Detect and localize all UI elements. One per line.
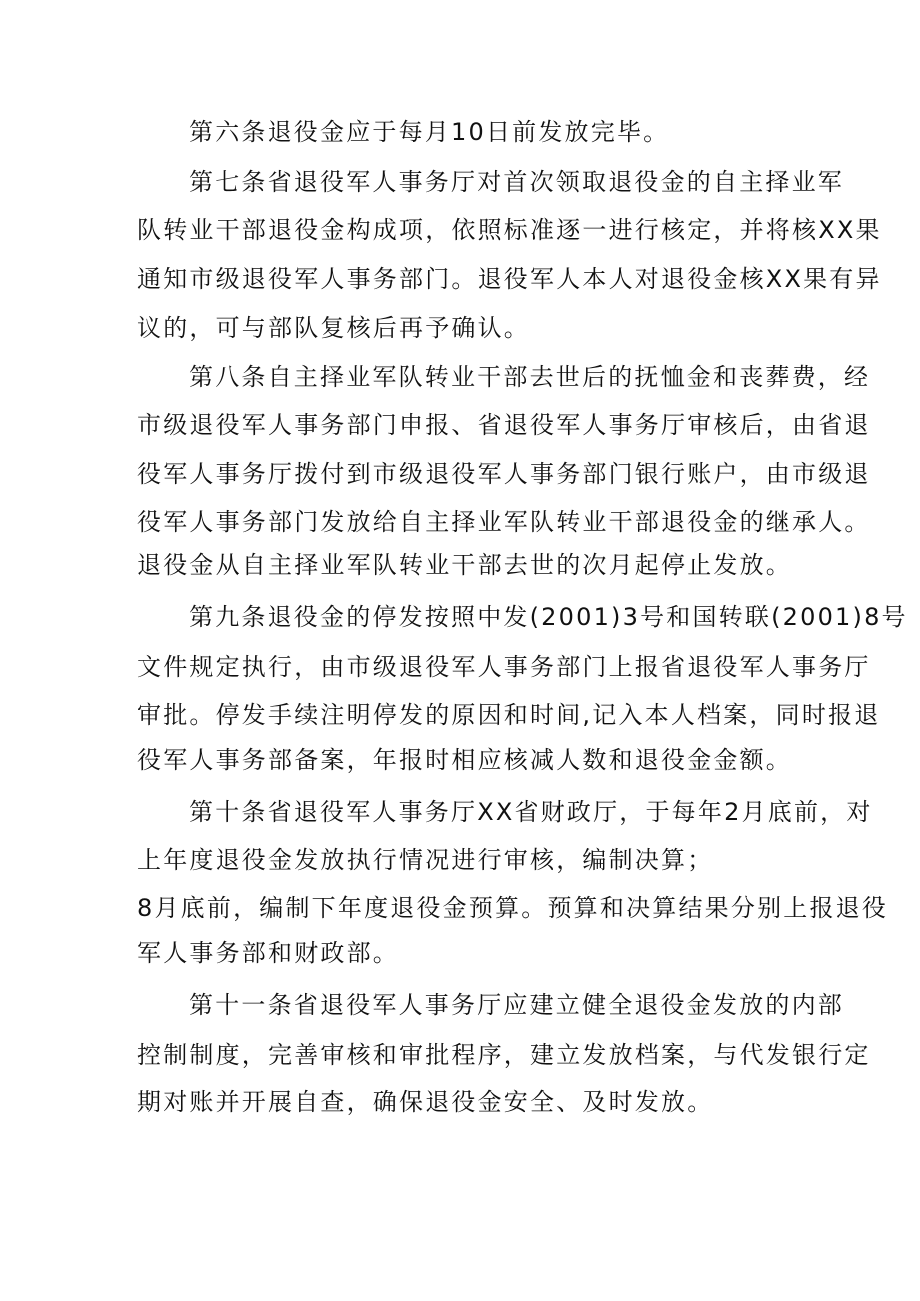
article-10-line-1: 第十条省退役军人事务厅XX省财政厅，于每年2月底前，对 bbox=[189, 798, 873, 826]
article-8-line-4: 役军人事务部门发放给自主择业军队转业干部退役金的继承人。 bbox=[137, 508, 871, 536]
article-7-line-1: 第七条省退役军人事务厅对首次领取退役金的自主择业军 bbox=[189, 168, 844, 196]
article-7-line-4: 议的，可与部队复核后再予确认。 bbox=[137, 314, 530, 342]
article-9-line-3: 审批。停发手续注明停发的原因和时间,记入本人档案，同时报退 bbox=[137, 701, 881, 729]
article-10-line-4: 军人事务部和财政部。 bbox=[137, 939, 399, 967]
article-11-line-3: 期对账并开展自查，确保退役金安全、及时发放。 bbox=[137, 1088, 714, 1116]
article-7-line-2: 队转业干部退役金构成项，依照标准逐一进行核定，并将核XX果 bbox=[137, 216, 882, 244]
article-9-line-2: 文件规定执行，由市级退役军人事务部门上报省退役军人事务厅 bbox=[137, 653, 871, 681]
article-8-line-5: 退役金从自主择业军队转业干部去世的次月起停止发放。 bbox=[137, 551, 792, 579]
article-7-line-3: 通知市级退役军人事务部门。退役军人本人对退役金核XX果有异 bbox=[137, 265, 882, 293]
article-8-line-2: 市级退役军人事务部门申报、省退役军人事务厅审核后，由省退 bbox=[137, 411, 871, 439]
article-9-line-1: 第九条退役金的停发按照中发(2001)3号和国转联(2001)8号 bbox=[189, 603, 908, 631]
article-8-line-1: 第八条自主择业军队转业干部去世后的抚恤金和丧葬费，经 bbox=[189, 363, 871, 391]
article-11-line-1: 第十一条省退役军人事务厅应建立健全退役金发放的内部 bbox=[189, 991, 844, 1019]
article-6-line-1: 第六条退役金应于每月10日前发放完毕。 bbox=[189, 118, 670, 146]
article-11-line-2: 控制制度，完善审核和审批程序，建立发放档案，与代发银行定 bbox=[137, 1041, 871, 1069]
article-9-line-4: 役军人事务部备案，年报时相应核减人数和退役金金额。 bbox=[137, 746, 792, 774]
article-10-line-2: 上年度退役金发放执行情况进行审核，编制决算； bbox=[137, 846, 714, 874]
article-10-line-3: 8月底前，编制下年度退役金预算。预算和决算结果分别上报退役 bbox=[137, 894, 889, 922]
article-8-line-3: 役军人事务厅拨付到市级退役军人事务部门银行账户，由市级退 bbox=[137, 460, 871, 488]
